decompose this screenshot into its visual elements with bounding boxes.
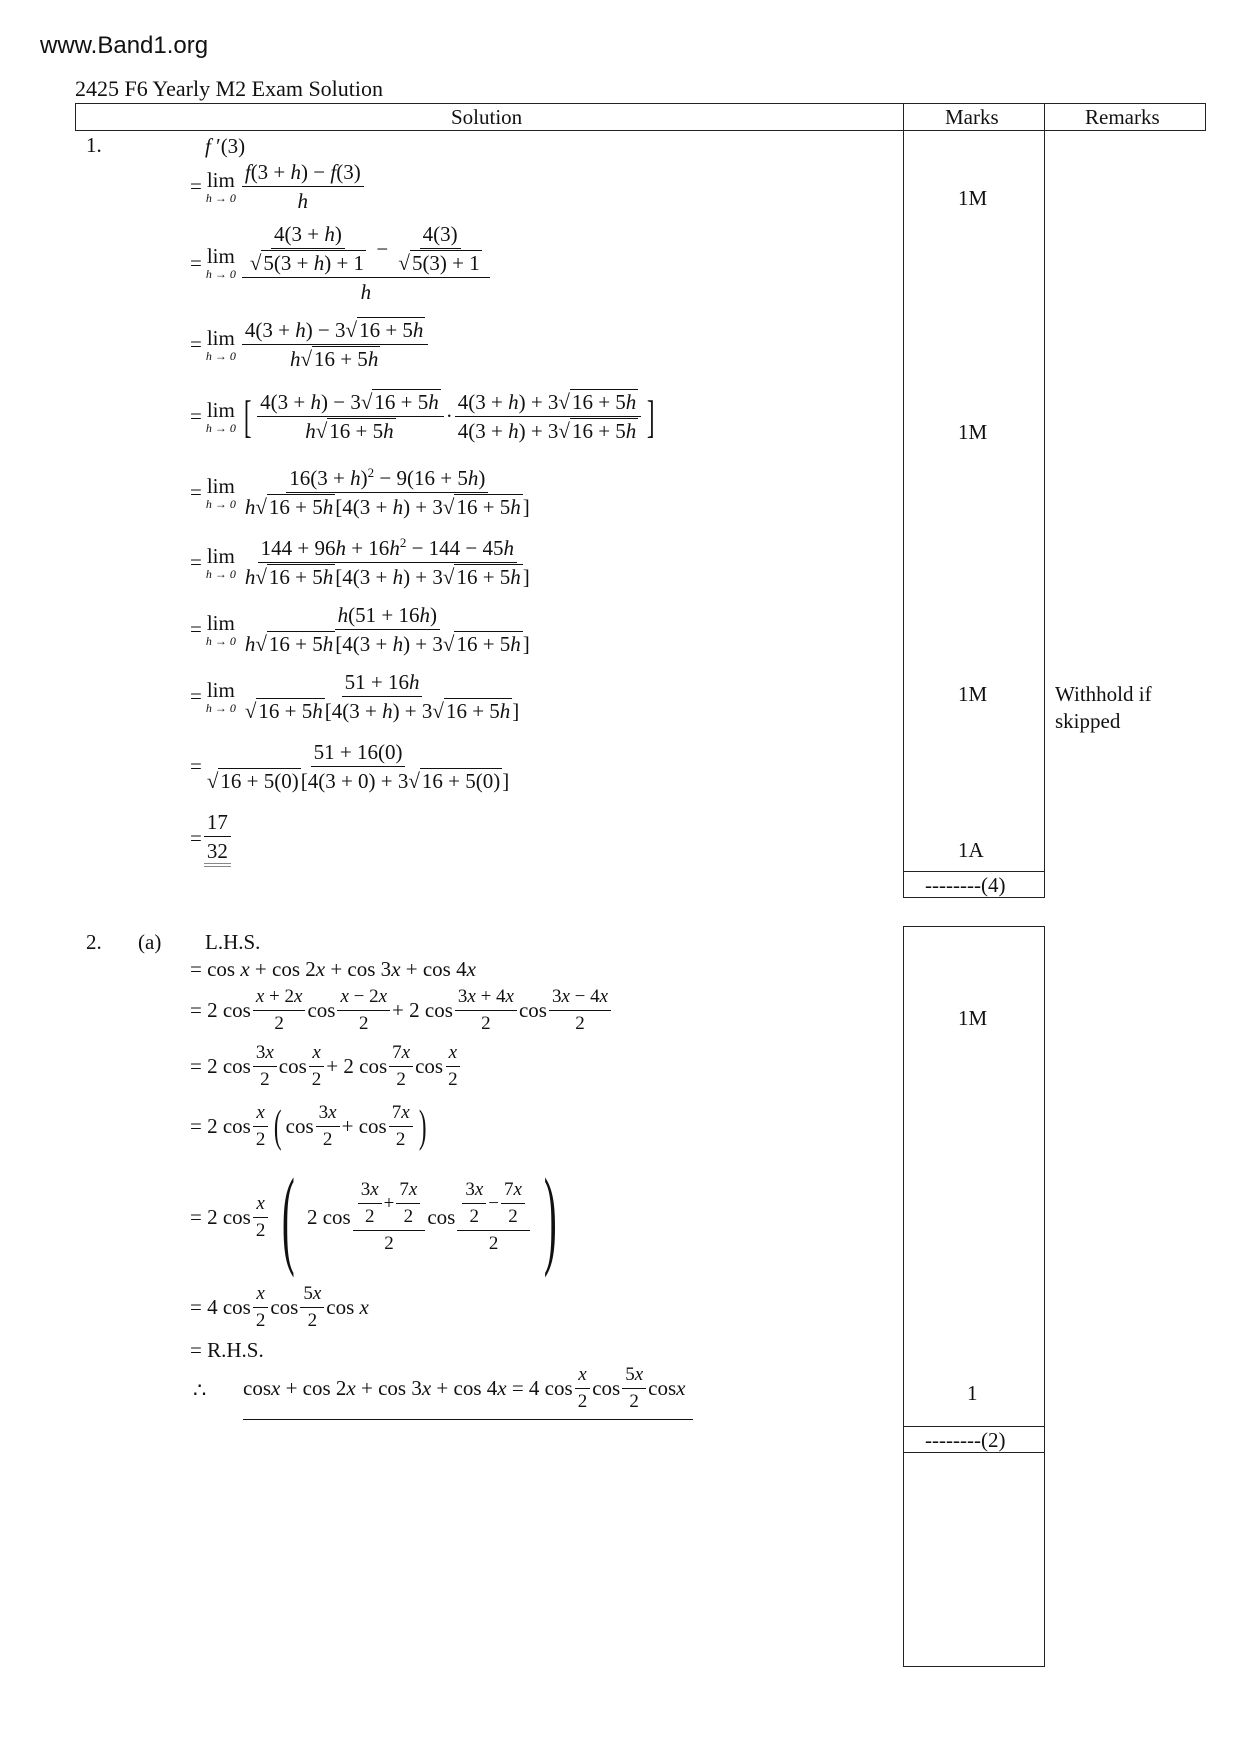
q1-step-4: = lim h → 0 [ $\frac{4(3 + h) - 3√16 + 5h}{h√16 + 5h}$ · $\frac{4(3 + h) + 3√16 + 5h}{4(3 + h) + 3√16 + 5h}$ ] — [190, 390, 655, 444]
solution-header: Solution — [451, 105, 523, 129]
q2-mark-2: 1 — [967, 1381, 978, 1405]
therefore-symbol: ∴ — [193, 1378, 207, 1402]
q1-mark-3: 1M — [958, 682, 988, 706]
question-2-number: 2. — [86, 930, 102, 954]
document-title: 2425 F6 Yearly M2 Exam Solution — [75, 76, 384, 101]
q1-marks-column — [903, 130, 1045, 872]
q1-mark-1: 1M — [958, 186, 988, 210]
q2-step-2: = 2 cos $\frac{x + 2x}{2}$ cos $\frac{x - 2x}{2}$ + 2 cos $\frac{3x + 4x}{2}$ cos $\frac{3x - 4x}{2}$ — [190, 986, 613, 1035]
q1-final-answer: = $\frac{17}{32}$ — [190, 810, 233, 867]
q1-step-7: = lim h → 0 $\frac{h(51 + 16h)}{h√16 + 5h[4(3 + h) + 3√16 + 5h]}$ — [190, 603, 530, 657]
marks-header: Marks — [945, 105, 999, 129]
q1-step-3: = lim h → 0 $\frac{4(3 + h) - 3√16 + 5h}{h√16 + 5h}$ — [190, 318, 430, 371]
q2-step-1: = cos x + cos 2 x + cos 3 x + cos 4 x — [190, 957, 476, 981]
q2-rhs: = R.H.S. — [190, 1338, 264, 1362]
q2-lhs: L.H.S. — [205, 930, 261, 954]
q2-total: --------(2) — [925, 1428, 1006, 1452]
q1-total: --------(4) — [925, 873, 1006, 897]
q2-step-6: = 4 cos $\frac{x}{2}$ cos $\frac{5x}{2}$ cos x — [190, 1283, 369, 1331]
answer-numerator: 17 — [204, 810, 231, 837]
q1-step-6: = lim h → 0 $\frac{144 + 96h + 16h^2 - 144 - 45h}{h√16 + 5h[4(3 + h) + 3√16 + 5h]}$ — [190, 535, 530, 590]
q1-step-0: f ′(3) — [205, 134, 246, 158]
q2-step-5: = 2 cos $\frac{x}{2}$ ( 2 cos $\frac{3x}{2}$ + $\frac{7x}{2}$ 2 cos $\frac{3x}{2}$ − $\frac{7x}{2}$ 2 ) — [190, 1156, 557, 1278]
question-1-number: 1. — [86, 133, 102, 157]
q2-step-3: = 2 cos $\frac{3x}{2}$ cos $\frac{x}{2}$ + 2 cos $\frac{7x}{2}$ cos $\frac{x}{2}$ — [190, 1042, 463, 1091]
q1-remark: Withhold if skipped — [1055, 682, 1152, 733]
q2-step-4: = 2 cos $\frac{x}{2}$ ( cos $\frac{3x}{2}$ + cos $\frac{7x}{2}$ ) — [190, 1100, 427, 1152]
q1-step-2: = lim h → 0 $\frac{4(3 + h)}{√5(3 + h) + 1}$ − $\frac{4(3)}{√5(3) + 1}$ h — [190, 222, 492, 304]
site-url[interactable]: www.Band1.org — [40, 32, 209, 59]
question-2-part: (a) — [138, 930, 162, 954]
q1-step-1: = lim h → 0 $\frac{f(3 + h) - f(3)}{h}$ — [190, 160, 366, 213]
remarks-header: Remarks — [1085, 105, 1160, 129]
q2-mark-1: 1M — [958, 1006, 988, 1030]
q1-step-9: = $\frac{51 + 16(0)}{√16 + 5(0)[4(3 + 0) + 3√16 + 5(0)]}$ — [190, 740, 510, 794]
answer-denominator: 32 — [206, 839, 228, 864]
q2-conclusion: cos x + cos 2 x + cos 3 x + cos 4 x = 4 cos $\frac{x}{2}$ cos $\frac{5x}{2}$ cos x — [243, 1364, 693, 1420]
q1-mark-2: 1M — [958, 420, 988, 444]
q1-mark-4: 1A — [958, 838, 984, 862]
q1-step-8: = lim h → 0 $\frac{51 + 16h}{√16 + 5h[4(3 + h) + 3√16 + 5h]}$ — [190, 670, 520, 724]
q2-marks-column — [903, 926, 1045, 1427]
next-marks-column — [903, 1452, 1045, 1667]
q1-step-5: = lim h → 0 $\frac{16(3 + h)^2 - 9(16 + 5h)}{h√16 + 5h[4(3 + h) + 3√16 + 5h]}$ — [190, 465, 530, 520]
